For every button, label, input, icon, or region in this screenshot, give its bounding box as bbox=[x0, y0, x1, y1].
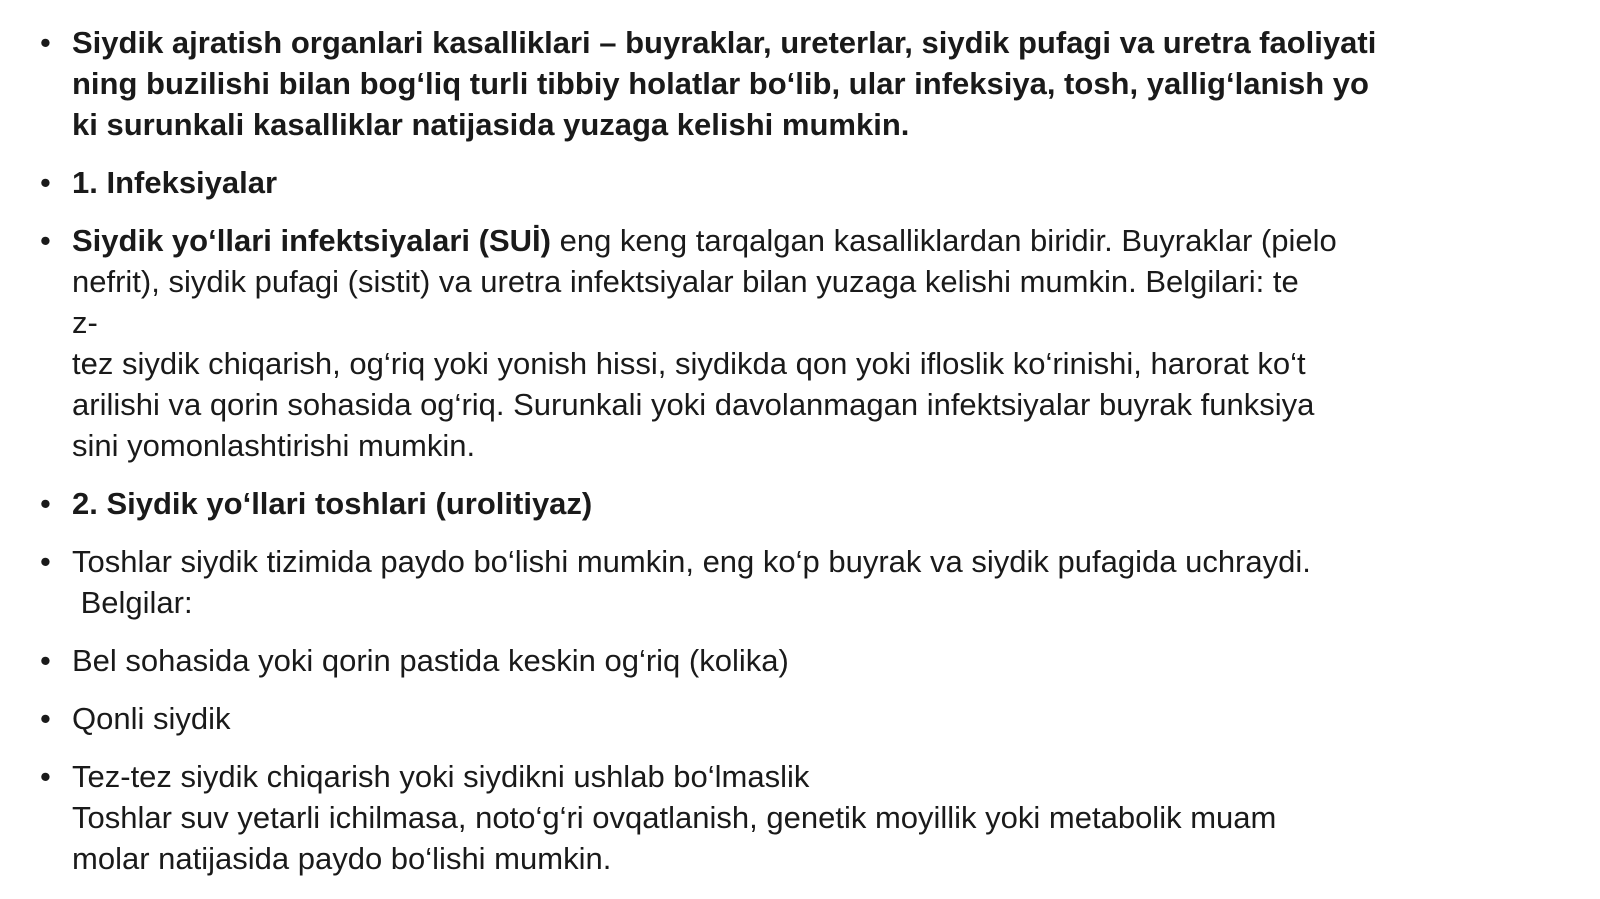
bullet-item bbox=[40, 640, 1540, 681]
bullet-item bbox=[40, 483, 1540, 524]
bold-text: ning buzilishi bilan bog‘liq turli tibbiy holatlar bo‘lib, ular infeksiya, tosh, yallig‘lanish yo bbox=[72, 66, 1369, 101]
text-line bbox=[72, 63, 1540, 104]
text-line bbox=[72, 220, 1540, 261]
bullet-dot-icon: • bbox=[40, 25, 51, 60]
text-line bbox=[72, 640, 1540, 681]
bullet-dot-icon: • bbox=[40, 165, 51, 200]
text-line bbox=[72, 797, 1540, 838]
plain-text: sini yomonlashtirishi mumkin. bbox=[72, 428, 476, 463]
plain-text: Toshlar suv yetarli ichilmasa, noto‘g‘ri ovqatlanish, genetik moyillik yoki metabolik muam bbox=[72, 800, 1277, 835]
bullet-item bbox=[40, 541, 1540, 623]
bullet-dot-icon: • bbox=[40, 759, 51, 794]
plain-text: Bel sohasida yoki qorin pastida keskin og‘riq (kolika) bbox=[72, 643, 789, 678]
text-line bbox=[72, 343, 1540, 384]
plain-text: Qonli siydik bbox=[72, 701, 231, 736]
text-line bbox=[72, 838, 1540, 879]
bold-text: 2. Siydik yo‘llari toshlari (urolitiyaz) bbox=[72, 486, 593, 521]
text-line bbox=[72, 22, 1540, 63]
bold-text: Siydik yo‘llari infektsiyalari (SUİ) bbox=[72, 223, 551, 258]
plain-text: tez siydik chiqarish, og‘riq yoki yonish hissi, siydikda qon yoki ifloslik ko‘rinishi, harorat ko‘t bbox=[72, 346, 1306, 381]
bold-text: Siydik ajratish organlari kasalliklari – buyraklar, ureterlar, siydik pufagi va uretra faoliyati bbox=[72, 25, 1377, 60]
bullet-dot-icon: • bbox=[40, 486, 51, 521]
bullet-dot-icon: • bbox=[40, 223, 51, 258]
text-line bbox=[72, 302, 1540, 343]
bold-text: ki surunkali kasalliklar natijasida yuzaga kelishi mumkin. bbox=[72, 107, 910, 142]
text-line bbox=[72, 104, 1540, 145]
plain-text: nefrit), siydik pufagi (sistit) va uretra infektsiyalar bilan yuzaga kelishi mumkin. Belgilari: te bbox=[72, 264, 1299, 299]
bullet-item bbox=[40, 220, 1540, 466]
plain-text: arilishi va qorin sohasida og‘riq. Surunkali yoki davolanmagan infektsiyalar buyrak funksiya bbox=[72, 387, 1315, 422]
plain-text: Tez-tez siydik chiqarish yoki siydikni ushlab bo‘lmaslik bbox=[72, 759, 810, 794]
plain-text: Belgilar: bbox=[72, 585, 193, 620]
plain-text: molar natijasida paydo bo‘lishi mumkin. bbox=[72, 841, 612, 876]
text-line bbox=[72, 384, 1540, 425]
plain-text: Toshlar siydik tizimida paydo bo‘lishi mumkin, eng ko‘p buyrak va siydik pufagida uchraydi. bbox=[72, 544, 1311, 579]
bullet-dot-icon: • bbox=[40, 643, 51, 678]
plain-text: eng keng tarqalgan kasalliklardan biridir. Buyraklar (pielo bbox=[550, 223, 1337, 258]
bullet-dot-icon: • bbox=[40, 544, 51, 579]
bold-text: 1. Infeksiyalar bbox=[72, 165, 278, 200]
bullet-item bbox=[40, 698, 1540, 739]
text-line bbox=[72, 261, 1540, 302]
text-line bbox=[72, 698, 1540, 739]
plain-text: z- bbox=[72, 305, 98, 340]
bullet-list bbox=[40, 22, 1540, 879]
text-line bbox=[72, 541, 1540, 582]
text-line bbox=[72, 756, 1540, 797]
text-line bbox=[72, 425, 1540, 466]
bullet-item bbox=[40, 756, 1540, 879]
bullet-item bbox=[40, 22, 1540, 145]
section-heading bbox=[72, 162, 1540, 203]
bullet-item bbox=[40, 162, 1540, 203]
bullet-dot-icon: • bbox=[40, 701, 51, 736]
section-heading bbox=[72, 483, 1540, 524]
text-line bbox=[72, 582, 1540, 623]
